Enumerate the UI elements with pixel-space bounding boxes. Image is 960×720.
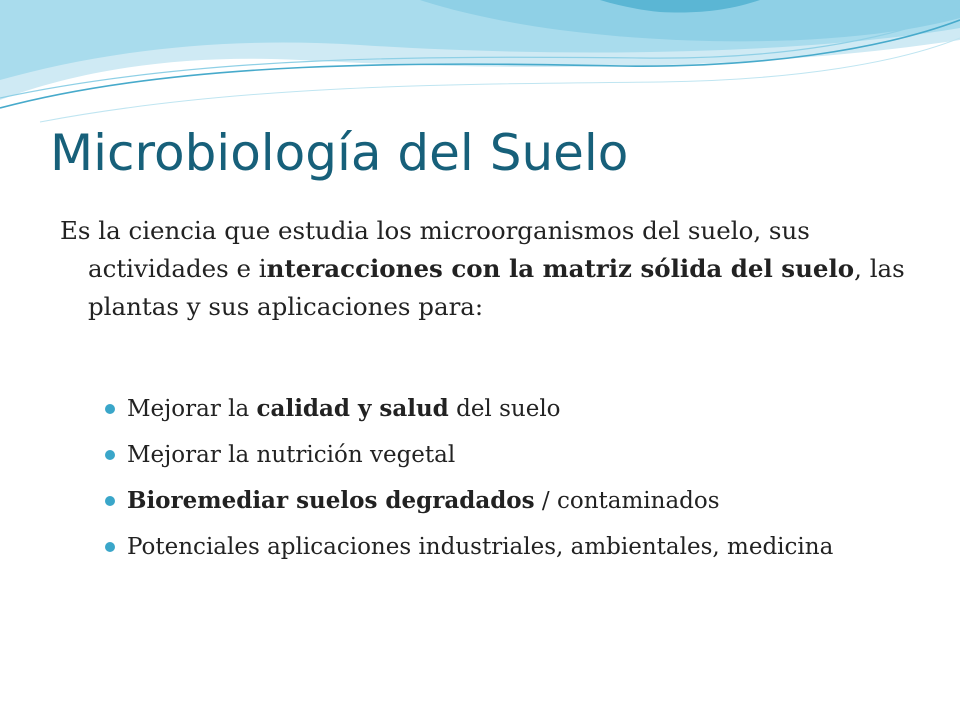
bullet-text: Mejorar la nutrición vegetal <box>127 442 456 468</box>
bullet-dot-icon <box>105 542 115 552</box>
bullet-dot-icon <box>105 404 115 414</box>
bullet-item <box>105 484 905 518</box>
bullet-item <box>105 438 905 472</box>
bullet-text-end: / contaminados <box>534 488 720 514</box>
bullet-list <box>105 392 905 576</box>
bullet-text: Potenciales aplicaciones industriales, ambientales, medicina <box>127 534 834 560</box>
bullet-text: Mejorar la <box>127 396 257 422</box>
intro-paragraph <box>60 212 933 326</box>
intro-text-start: Es la ciencia que estudia los microorganismos del suelo, sus actividades e i <box>60 216 810 283</box>
bullet-text-bold: Bioremediar suelos degradados <box>127 487 535 514</box>
intro-text-end: , las plantas y sus aplicaciones para: <box>88 254 905 321</box>
slide-title: Microbiología del Suelo <box>50 124 629 182</box>
bullet-item <box>105 392 905 426</box>
bullet-text-bold: calidad y salud <box>256 395 449 422</box>
intro-text-bold: nteracciones con la matriz sólida del suelo <box>266 254 855 283</box>
bullet-dot-icon <box>105 450 115 460</box>
bullet-text-end: del suelo <box>448 396 561 422</box>
bullet-dot-icon <box>105 496 115 506</box>
header-wave-decoration <box>0 0 960 130</box>
bullet-item <box>105 530 905 564</box>
